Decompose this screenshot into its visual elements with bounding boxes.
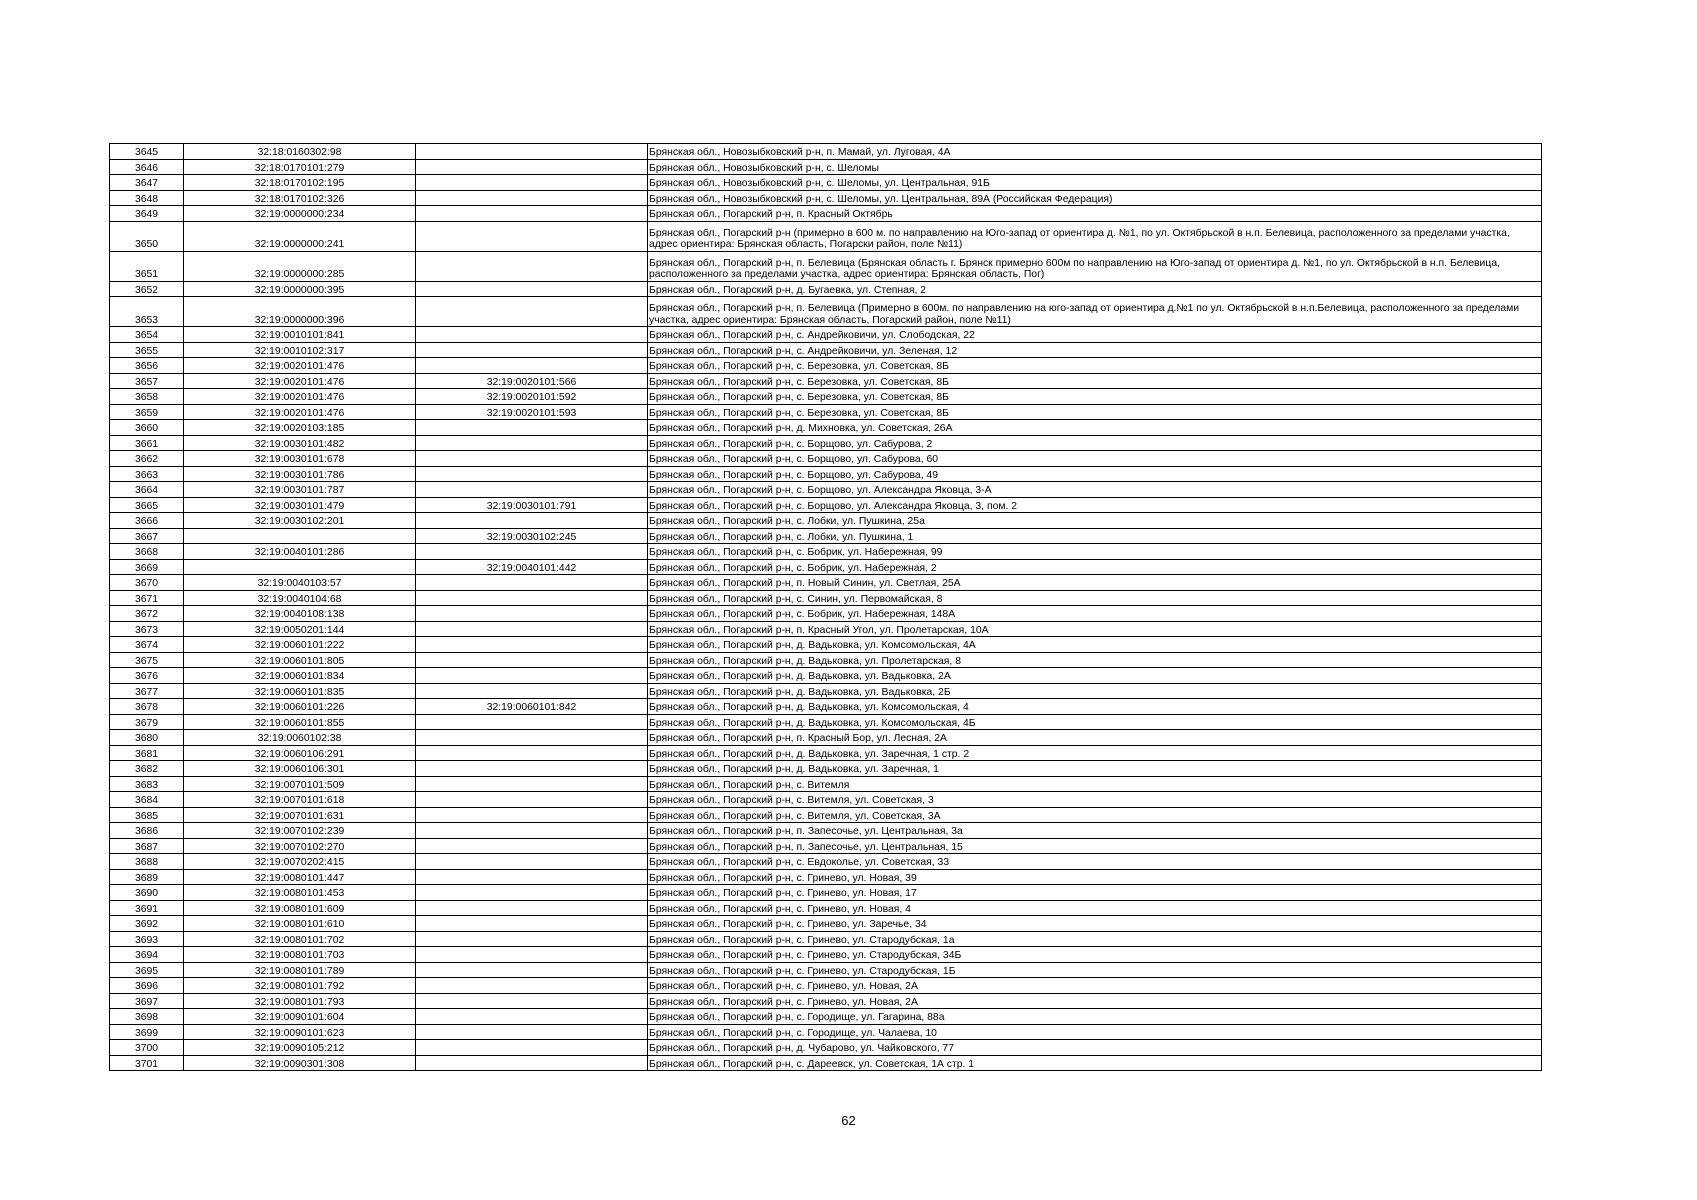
related-cadastral-number-cell xyxy=(416,807,648,823)
cadastral-number-cell: 32:19:0060106:301 xyxy=(184,761,416,777)
cadastral-number-cell: 32:19:0070101:631 xyxy=(184,807,416,823)
related-cadastral-number-cell xyxy=(416,838,648,854)
related-cadastral-number-cell xyxy=(416,761,648,777)
address-cell: Брянская обл., Погарский р-н, с. Борщово, ул. Александра Яковца, 3-А xyxy=(648,482,1542,498)
related-cadastral-number-cell xyxy=(416,482,648,498)
address-cell: Брянская обл., Погарский р-н, с. Гринево, ул. Стародубская, 1Б xyxy=(648,962,1542,978)
address-cell: Брянская обл., Погарский р-н, с. Гринево, ул. Новая, 39 xyxy=(648,869,1542,885)
cadastral-number-cell: 32:19:0010101:841 xyxy=(184,327,416,343)
row-number-cell: 3652 xyxy=(110,281,184,297)
address-cell: Брянская обл., Погарский р-н, п. Белевица (Примерно в 600м. по направлению на юго-запад от ориентира д.№1 по ул. Октябрьской в н.п.Белевица, расположенного за пределами участка, адрес ориентира: Брянская область, Погарский район, поле №11) xyxy=(648,297,1542,327)
address-cell: Брянская обл., Погарский р-н, с. Лобки, ул. Пушкина, 25а xyxy=(648,513,1542,529)
cadastral-number-cell: 32:19:0060101:834 xyxy=(184,668,416,684)
address-cell: Брянская обл., Погарский р-н, с. Гринево, ул. Стародубская, 1а xyxy=(648,931,1542,947)
related-cadastral-number-cell xyxy=(416,575,648,591)
row-number-cell: 3671 xyxy=(110,590,184,606)
row-number-cell: 3667 xyxy=(110,528,184,544)
table-row xyxy=(110,668,1542,684)
row-number-cell: 3673 xyxy=(110,621,184,637)
related-cadastral-number-cell xyxy=(416,776,648,792)
cadastral-number-cell: 32:18:0170101:279 xyxy=(184,159,416,175)
row-number-cell: 3663 xyxy=(110,466,184,482)
cadastral-number-cell: 32:19:0020101:476 xyxy=(184,404,416,420)
row-number-cell: 3688 xyxy=(110,854,184,870)
row-number-cell: 3678 xyxy=(110,699,184,715)
address-cell: Брянская обл., Погарский р-н, с. Бобрик, ул. Набережная, 99 xyxy=(648,544,1542,560)
table-row xyxy=(110,342,1542,358)
cadastral-number-cell: 32:19:0050201:144 xyxy=(184,621,416,637)
cadastral-number-cell: 32:19:0060101:835 xyxy=(184,683,416,699)
cadastral-number-cell: 32:19:0070101:618 xyxy=(184,792,416,808)
related-cadastral-number-cell xyxy=(416,327,648,343)
table-row xyxy=(110,900,1542,916)
related-cadastral-number-cell xyxy=(416,993,648,1009)
related-cadastral-number-cell xyxy=(416,513,648,529)
address-cell: Брянская обл., Новозыбковский р-н, с. Шеломы, ул. Центральная, 89А (Российская Федерация) xyxy=(648,190,1542,206)
table-row xyxy=(110,544,1542,560)
table-row xyxy=(110,190,1542,206)
row-number-cell: 3655 xyxy=(110,342,184,358)
related-cadastral-number-cell xyxy=(416,916,648,932)
table-row xyxy=(110,962,1542,978)
related-cadastral-number-cell xyxy=(416,159,648,175)
table-row xyxy=(110,761,1542,777)
cadastral-number-cell: 32:19:0000000:241 xyxy=(184,221,416,251)
table-row xyxy=(110,373,1542,389)
cadastral-number-cell: 32:19:0000000:285 xyxy=(184,251,416,281)
row-number-cell: 3670 xyxy=(110,575,184,591)
table-row xyxy=(110,823,1542,839)
address-cell: Брянская обл., Погарский р-н, д. Чубарово, ул. Чайковского, 77 xyxy=(648,1040,1542,1056)
related-cadastral-number-cell xyxy=(416,297,648,327)
address-cell: Брянская обл., Погарский р-н, с. Березовка, ул. Советская, 8Б xyxy=(648,373,1542,389)
address-cell: Брянская обл., Погарский р-н, с. Борщово, ул. Александра Яковца, 3, пом. 2 xyxy=(648,497,1542,513)
related-cadastral-number-cell xyxy=(416,714,648,730)
address-cell: Брянская обл., Погарский р-н, с. Витемля, ул. Советская, 3 xyxy=(648,792,1542,808)
cadastral-number-cell: 32:19:0020101:476 xyxy=(184,389,416,405)
row-number-cell: 3674 xyxy=(110,637,184,653)
cadastral-number-cell: 32:18:0170102:195 xyxy=(184,175,416,191)
row-number-cell: 3681 xyxy=(110,745,184,761)
cadastral-number-cell: 32:19:0000000:396 xyxy=(184,297,416,327)
row-number-cell: 3691 xyxy=(110,900,184,916)
cadastral-number-cell: 32:19:0060101:805 xyxy=(184,652,416,668)
table-row xyxy=(110,159,1542,175)
cadastral-number-cell: 32:19:0070101:509 xyxy=(184,776,416,792)
address-cell: Брянская обл., Новозыбковский р-н, с. Шеломы xyxy=(648,159,1542,175)
related-cadastral-number-cell xyxy=(416,652,648,668)
related-cadastral-number-cell xyxy=(416,544,648,560)
row-number-cell: 3664 xyxy=(110,482,184,498)
table-row xyxy=(110,869,1542,885)
table-row xyxy=(110,435,1542,451)
row-number-cell: 3669 xyxy=(110,559,184,575)
address-cell: Брянская обл., Погарский р-н (примерно в 600 м. по направлению на Юго-запад от ориентира д. №1, по ул. Октябрьской в н.п. Белевица, расположенного за пределами участка, адрес ориентира: Брянская область, Погарски район, поле №11) xyxy=(648,221,1542,251)
table-row xyxy=(110,358,1542,374)
row-number-cell: 3696 xyxy=(110,978,184,994)
register-table-body xyxy=(110,144,1542,1071)
cadastral-number-cell: 32:19:0040103:57 xyxy=(184,575,416,591)
cadastral-number-cell: 32:19:0030101:482 xyxy=(184,435,416,451)
related-cadastral-number-cell xyxy=(416,358,648,374)
related-cadastral-number-cell xyxy=(416,730,648,746)
row-number-cell: 3651 xyxy=(110,251,184,281)
cadastral-number-cell: 32:19:0080101:703 xyxy=(184,947,416,963)
row-number-cell: 3649 xyxy=(110,206,184,222)
row-number-cell: 3666 xyxy=(110,513,184,529)
table-row xyxy=(110,297,1542,327)
table-row xyxy=(110,714,1542,730)
row-number-cell: 3699 xyxy=(110,1024,184,1040)
address-cell: Брянская обл., Погарский р-н, с. Борщово, ул. Сабурова, 60 xyxy=(648,451,1542,467)
address-cell: Брянская обл., Погарский р-н, с. Городище, ул. Гагарина, 88а xyxy=(648,1009,1542,1025)
table-row xyxy=(110,420,1542,436)
related-cadastral-number-cell xyxy=(416,869,648,885)
cadastral-number-cell: 32:19:0080101:609 xyxy=(184,900,416,916)
related-cadastral-number-cell xyxy=(416,962,648,978)
cadastral-number-cell: 32:19:0040101:286 xyxy=(184,544,416,560)
row-number-cell: 3656 xyxy=(110,358,184,374)
address-cell: Брянская обл., Погарский р-н, д. Вадьковка, ул. Пролетарская, 8 xyxy=(648,652,1542,668)
related-cadastral-number-cell xyxy=(416,451,648,467)
related-cadastral-number-cell: 32:19:0020101:593 xyxy=(416,404,648,420)
address-cell: Брянская обл., Погарский р-н, п. Запесочье, ул. Центральная, 3а xyxy=(648,823,1542,839)
related-cadastral-number-cell xyxy=(416,144,648,160)
row-number-cell: 3690 xyxy=(110,885,184,901)
related-cadastral-number-cell xyxy=(416,947,648,963)
address-cell: Брянская обл., Погарский р-н, д. Бугаевка, ул. Степная, 2 xyxy=(648,281,1542,297)
related-cadastral-number-cell xyxy=(416,1009,648,1025)
table-row xyxy=(110,807,1542,823)
table-row xyxy=(110,745,1542,761)
address-cell: Брянская обл., Погарский р-н, д. Вадьковка, ул. Заречная, 1 xyxy=(648,761,1542,777)
address-cell: Брянская обл., Погарский р-н, д. Вадьковка, ул. Комсомольская, 4А xyxy=(648,637,1542,653)
address-cell: Брянская обл., Погарский р-н, с. Борщово, ул. Сабурова, 49 xyxy=(648,466,1542,482)
address-cell: Брянская обл., Погарский р-н, с. Гринево, ул. Новая, 17 xyxy=(648,885,1542,901)
address-cell: Брянская обл., Погарский р-н, п. Красный Октябрь xyxy=(648,206,1542,222)
related-cadastral-number-cell xyxy=(416,823,648,839)
address-cell: Брянская обл., Погарский р-н, с. Витемля xyxy=(648,776,1542,792)
cadastral-number-cell: 32:19:0080101:447 xyxy=(184,869,416,885)
address-cell: Брянская обл., Погарский р-н, с. Бобрик, ул. Набережная, 148А xyxy=(648,606,1542,622)
address-cell: Брянская обл., Погарский р-н, с. Гринево, ул. Новая, 2А xyxy=(648,993,1542,1009)
address-cell: Брянская обл., Погарский р-н, с. Березовка, ул. Советская, 8Б xyxy=(648,404,1542,420)
cadastral-number-cell: 32:19:0020103:185 xyxy=(184,420,416,436)
related-cadastral-number-cell xyxy=(416,931,648,947)
row-number-cell: 3645 xyxy=(110,144,184,160)
table-row xyxy=(110,931,1542,947)
table-row xyxy=(110,482,1542,498)
row-number-cell: 3686 xyxy=(110,823,184,839)
table-row xyxy=(110,730,1542,746)
cadastral-number-cell: 32:19:0080101:789 xyxy=(184,962,416,978)
related-cadastral-number-cell: 32:19:0030101:791 xyxy=(416,497,648,513)
cadastral-number-cell: 32:19:0080101:793 xyxy=(184,993,416,1009)
row-number-cell: 3654 xyxy=(110,327,184,343)
cadastral-number-cell: 32:19:0080101:702 xyxy=(184,931,416,947)
cadastral-number-cell: 32:19:0030101:787 xyxy=(184,482,416,498)
cadastral-number-cell: 32:19:0040104:68 xyxy=(184,590,416,606)
address-cell: Брянская обл., Погарский р-н, с. Гринево, ул. Новая, 2А xyxy=(648,978,1542,994)
table-row xyxy=(110,652,1542,668)
related-cadastral-number-cell xyxy=(416,683,648,699)
table-row xyxy=(110,590,1542,606)
address-cell: Брянская обл., Погарский р-н, с. Витемля, ул. Советская, 3А xyxy=(648,807,1542,823)
table-row xyxy=(110,699,1542,715)
table-row xyxy=(110,451,1542,467)
row-number-cell: 3672 xyxy=(110,606,184,622)
row-number-cell: 3648 xyxy=(110,190,184,206)
cadastral-number-cell: 32:19:0040108:138 xyxy=(184,606,416,622)
cadastral-number-cell: 32:19:0020101:476 xyxy=(184,358,416,374)
row-number-cell: 3682 xyxy=(110,761,184,777)
address-cell: Брянская обл., Погарский р-н, д. Вадьковка, ул. Вадьковка, 2А xyxy=(648,668,1542,684)
row-number-cell: 3695 xyxy=(110,962,184,978)
table-row xyxy=(110,281,1542,297)
row-number-cell: 3657 xyxy=(110,373,184,389)
table-row xyxy=(110,497,1542,513)
row-number-cell: 3694 xyxy=(110,947,184,963)
related-cadastral-number-cell xyxy=(416,175,648,191)
related-cadastral-number-cell xyxy=(416,854,648,870)
address-cell: Брянская обл., Погарский р-н, с. Синин, ул. Первомайская, 8 xyxy=(648,590,1542,606)
table-row xyxy=(110,559,1542,575)
cadastral-number-cell: 32:19:0010102:317 xyxy=(184,342,416,358)
related-cadastral-number-cell xyxy=(416,885,648,901)
cadastral-number-cell: 32:19:0030101:678 xyxy=(184,451,416,467)
address-cell: Брянская обл., Погарский р-н, с. Городище, ул. Чалаева, 10 xyxy=(648,1024,1542,1040)
address-cell: Брянская обл., Погарский р-н, с. Андрейковичи, ул. Слободская, 22 xyxy=(648,327,1542,343)
row-number-cell: 3698 xyxy=(110,1009,184,1025)
cadastral-number-cell: 32:19:0090105:212 xyxy=(184,1040,416,1056)
row-number-cell: 3650 xyxy=(110,221,184,251)
address-cell: Брянская обл., Погарский р-н, д. Вадьковка, ул. Комсомольская, 4 xyxy=(648,699,1542,715)
cadastral-number-cell: 32:19:0070202:415 xyxy=(184,854,416,870)
related-cadastral-number-cell xyxy=(416,206,648,222)
related-cadastral-number-cell: 32:19:0020101:592 xyxy=(416,389,648,405)
related-cadastral-number-cell xyxy=(416,435,648,451)
table-row xyxy=(110,683,1542,699)
table-row xyxy=(110,466,1542,482)
cadastral-number-cell: 32:19:0080101:792 xyxy=(184,978,416,994)
address-cell: Брянская обл., Погарский р-н, с. Гринево, ул. Заречье, 34 xyxy=(648,916,1542,932)
cadastral-number-cell: 32:19:0090101:604 xyxy=(184,1009,416,1025)
related-cadastral-number-cell: 32:19:0030102:245 xyxy=(416,528,648,544)
address-cell: Брянская обл., Погарский р-н, с. Березовка, ул. Советская, 8Б xyxy=(648,358,1542,374)
related-cadastral-number-cell xyxy=(416,221,648,251)
table-row xyxy=(110,947,1542,963)
related-cadastral-number-cell xyxy=(416,281,648,297)
row-number-cell: 3683 xyxy=(110,776,184,792)
row-number-cell: 3647 xyxy=(110,175,184,191)
table-row xyxy=(110,621,1542,637)
address-cell: Брянская обл., Погарский р-н, с. Борщово, ул. Сабурова, 2 xyxy=(648,435,1542,451)
table-row xyxy=(110,513,1542,529)
cadastral-number-cell: 32:19:0000000:234 xyxy=(184,206,416,222)
row-number-cell: 3693 xyxy=(110,931,184,947)
row-number-cell: 3665 xyxy=(110,497,184,513)
table-row xyxy=(110,221,1542,251)
cadastral-number-cell: 32:18:0160302:98 xyxy=(184,144,416,160)
related-cadastral-number-cell xyxy=(416,1024,648,1040)
cadastral-number-cell: 32:19:0030101:479 xyxy=(184,497,416,513)
address-cell: Брянская обл., Погарский р-н, с. Гринево, ул. Новая, 4 xyxy=(648,900,1542,916)
row-number-cell: 3692 xyxy=(110,916,184,932)
related-cadastral-number-cell xyxy=(416,792,648,808)
related-cadastral-number-cell xyxy=(416,745,648,761)
cadastral-number-cell: 32:19:0060101:222 xyxy=(184,637,416,653)
cadastral-number-cell: 32:19:0000000:395 xyxy=(184,281,416,297)
table-row xyxy=(110,144,1542,160)
row-number-cell: 3676 xyxy=(110,668,184,684)
cadastral-number-cell: 32:19:0080101:453 xyxy=(184,885,416,901)
row-number-cell: 3685 xyxy=(110,807,184,823)
cadastral-number-cell: 32:19:0030102:201 xyxy=(184,513,416,529)
related-cadastral-number-cell xyxy=(416,342,648,358)
related-cadastral-number-cell xyxy=(416,668,648,684)
table-row xyxy=(110,993,1542,1009)
cadastral-number-cell xyxy=(184,559,416,575)
address-cell: Брянская обл., Погарский р-н, п. Красный Угол, ул. Пролетарская, 10А xyxy=(648,621,1542,637)
cadastral-number-cell: 32:19:0060101:226 xyxy=(184,699,416,715)
table-row xyxy=(110,206,1542,222)
table-row xyxy=(110,1024,1542,1040)
related-cadastral-number-cell: 32:19:0040101:442 xyxy=(416,559,648,575)
table-row xyxy=(110,637,1542,653)
address-cell: Брянская обл., Погарский р-н, д. Вадьковка, ул. Заречная, 1 стр. 2 xyxy=(648,745,1542,761)
cadastral-number-cell: 32:19:0060101:855 xyxy=(184,714,416,730)
row-number-cell: 3675 xyxy=(110,652,184,668)
related-cadastral-number-cell xyxy=(416,621,648,637)
row-number-cell: 3662 xyxy=(110,451,184,467)
address-cell: Брянская обл., Погарский р-н, д. Вадьковка, ул. Вадьковка, 2Б xyxy=(648,683,1542,699)
related-cadastral-number-cell xyxy=(416,637,648,653)
cadastral-number-cell: 32:19:0070102:270 xyxy=(184,838,416,854)
address-cell: Брянская обл., Погарский р-н, п. Новый Синин, ул. Светлая, 25А xyxy=(648,575,1542,591)
page-number: 62 xyxy=(841,1113,856,1128)
address-cell: Брянская обл., Погарский р-н, п. Белевица (Брянская область г. Брянск примерно 600м по направлению на Юго-запад от ориентира д. №1, по ул. Октябрьской в н.п. Белевица, расположенного за пределами участка, адрес ориентира: Брянская область, Пог) xyxy=(648,251,1542,281)
row-number-cell: 3689 xyxy=(110,869,184,885)
table-row xyxy=(110,776,1542,792)
related-cadastral-number-cell xyxy=(416,1055,648,1071)
related-cadastral-number-cell xyxy=(416,251,648,281)
cadastral-number-cell: 32:19:0090301:308 xyxy=(184,1055,416,1071)
related-cadastral-number-cell: 32:19:0020101:566 xyxy=(416,373,648,389)
address-cell: Брянская обл., Погарский р-н, с. Лобки, ул. Пушкина, 1 xyxy=(648,528,1542,544)
row-number-cell: 3697 xyxy=(110,993,184,1009)
table-row xyxy=(110,916,1542,932)
related-cadastral-number-cell xyxy=(416,420,648,436)
table-row xyxy=(110,575,1542,591)
row-number-cell: 3679 xyxy=(110,714,184,730)
address-cell: Брянская обл., Погарский р-н, с. Дареевск, ул. Советская, 1А стр. 1 xyxy=(648,1055,1542,1071)
table-row xyxy=(110,1055,1542,1071)
address-cell: Брянская обл., Погарский р-н, с. Евдоколье, ул. Советская, 33 xyxy=(648,854,1542,870)
cadastral-number-cell: 32:19:0060102:38 xyxy=(184,730,416,746)
address-cell: Брянская обл., Погарский р-н, д. Вадьковка, ул. Комсомольская, 4Б xyxy=(648,714,1542,730)
cadastral-number-cell: 32:19:0080101:610 xyxy=(184,916,416,932)
row-number-cell: 3646 xyxy=(110,159,184,175)
table-row xyxy=(110,792,1542,808)
related-cadastral-number-cell xyxy=(416,590,648,606)
table-row xyxy=(110,885,1542,901)
related-cadastral-number-cell xyxy=(416,606,648,622)
address-cell: Брянская обл., Погарский р-н, с. Березовка, ул. Советская, 8Б xyxy=(648,389,1542,405)
row-number-cell: 3658 xyxy=(110,389,184,405)
row-number-cell: 3659 xyxy=(110,404,184,420)
cadastral-number-cell: 32:19:0060106:291 xyxy=(184,745,416,761)
row-number-cell: 3701 xyxy=(110,1055,184,1071)
table-row xyxy=(110,175,1542,191)
address-cell: Брянская обл., Погарский р-н, с. Бобрик, ул. Набережная, 2 xyxy=(648,559,1542,575)
related-cadastral-number-cell xyxy=(416,190,648,206)
table-row xyxy=(110,528,1542,544)
address-cell: Брянская обл., Погарский р-н, д. Михновка, ул. Советская, 26А xyxy=(648,420,1542,436)
row-number-cell: 3687 xyxy=(110,838,184,854)
address-cell: Брянская обл., Новозыбковский р-н, с. Шеломы, ул. Центральная, 91Б xyxy=(648,175,1542,191)
register-table xyxy=(109,143,1542,1071)
related-cadastral-number-cell xyxy=(416,978,648,994)
related-cadastral-number-cell xyxy=(416,900,648,916)
row-number-cell: 3677 xyxy=(110,683,184,699)
row-number-cell: 3653 xyxy=(110,297,184,327)
table-row xyxy=(110,327,1542,343)
related-cadastral-number-cell xyxy=(416,1040,648,1056)
table-row xyxy=(110,838,1542,854)
address-cell: Брянская обл., Погарский р-н, с. Гринево, ул. Стародубская, 34Б xyxy=(648,947,1542,963)
address-cell: Брянская обл., Новозыбковский р-н, п. Мамай, ул. Луговая, 4А xyxy=(648,144,1542,160)
cadastral-number-cell: 32:19:0030101:786 xyxy=(184,466,416,482)
table-row xyxy=(110,1040,1542,1056)
row-number-cell: 3668 xyxy=(110,544,184,560)
table-row xyxy=(110,251,1542,281)
row-number-cell: 3661 xyxy=(110,435,184,451)
cadastral-number-cell: 32:19:0020101:476 xyxy=(184,373,416,389)
table-row xyxy=(110,606,1542,622)
address-cell: Брянская обл., Погарский р-н, с. Андрейковичи, ул. Зеленая, 12 xyxy=(648,342,1542,358)
address-cell: Брянская обл., Погарский р-н, п. Красный Бор, ул. Лесная, 2А xyxy=(648,730,1542,746)
related-cadastral-number-cell xyxy=(416,466,648,482)
table-row xyxy=(110,854,1542,870)
related-cadastral-number-cell: 32:19:0060101:842 xyxy=(416,699,648,715)
cadastral-number-cell: 32:19:0070102:239 xyxy=(184,823,416,839)
table-row xyxy=(110,404,1542,420)
row-number-cell: 3700 xyxy=(110,1040,184,1056)
row-number-cell: 3684 xyxy=(110,792,184,808)
table-row xyxy=(110,978,1542,994)
cadastral-number-cell: 32:18:0170102:326 xyxy=(184,190,416,206)
cadastral-number-cell xyxy=(184,528,416,544)
row-number-cell: 3660 xyxy=(110,420,184,436)
row-number-cell: 3680 xyxy=(110,730,184,746)
cadastral-number-cell: 32:19:0090101:623 xyxy=(184,1024,416,1040)
table-row xyxy=(110,1009,1542,1025)
address-cell: Брянская обл., Погарский р-н, п. Запесочье, ул. Центральная, 15 xyxy=(648,838,1542,854)
table-row xyxy=(110,389,1542,405)
